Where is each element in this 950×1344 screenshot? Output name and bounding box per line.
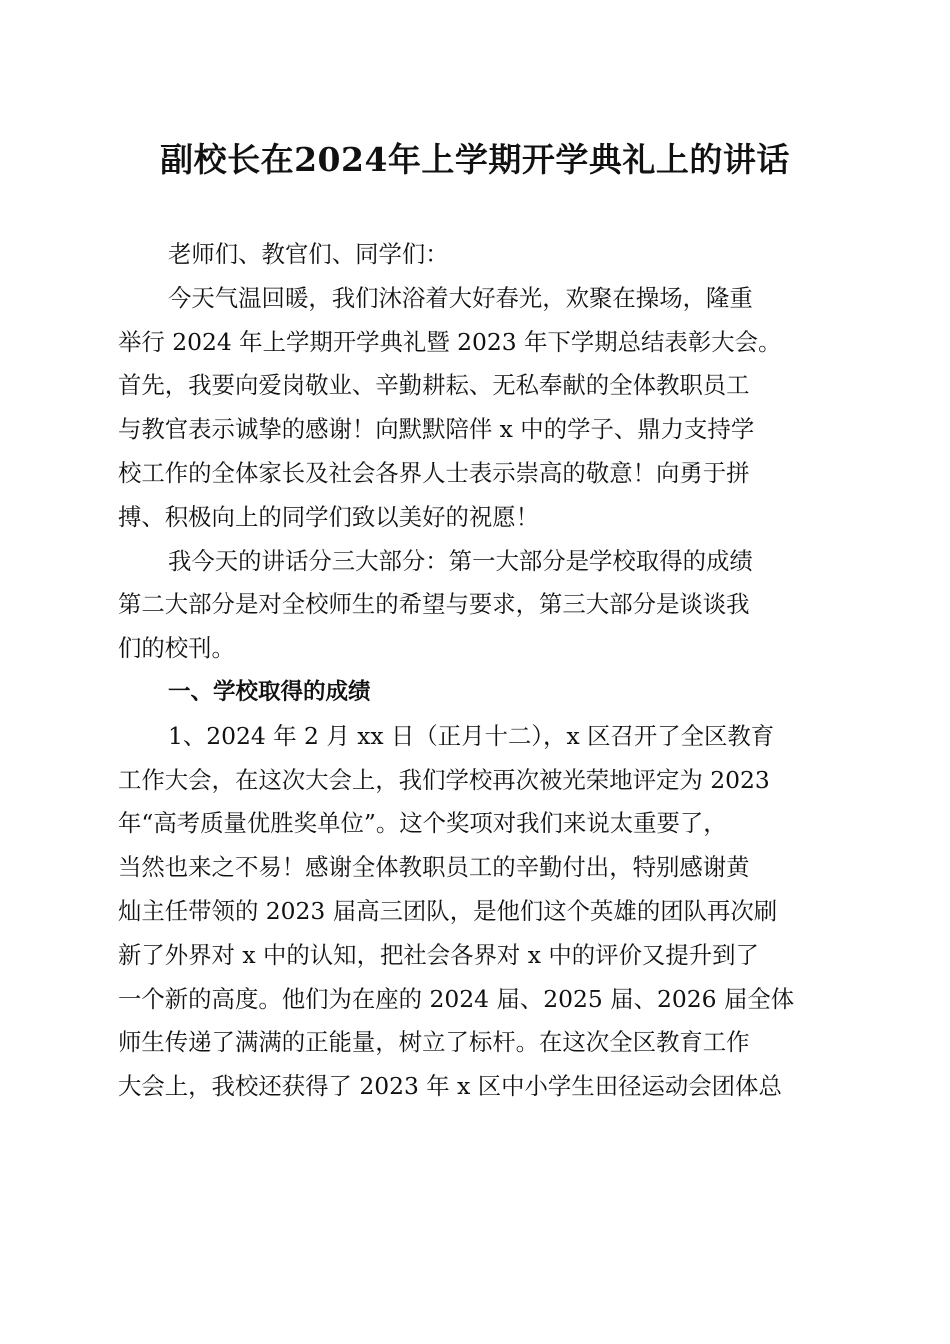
paragraph-line: 一个新的高度。他们为在座的 2024 届、2025 届、2026 届全体 <box>118 984 795 1013</box>
paragraph-line: 1、2024 年 2 月 xx 日（正月十二），x 区召开了全区教育 <box>168 721 775 750</box>
section-heading: 一、学校取得的成绩 <box>168 678 371 705</box>
paragraph-line: 搏、积极向上的同学们致以美好的祝愿！ <box>118 502 540 531</box>
paragraph-line: 第二大部分是对全校师生的希望与要求，第三大部分是谈谈我 <box>118 590 750 619</box>
paragraph-line: 举行 2024 年上学期开学典礼暨 2023 年下学期总结表彰大会。 <box>118 327 782 356</box>
paragraph-line: 年“高考质量优胜奖单位”。这个奖项对我们来说太重要了， <box>118 809 727 838</box>
paragraph-line: 今天气温回暖，我们沐浴着大好春光，欢聚在操场，隆重 <box>168 283 753 312</box>
paragraph-line: 大会上，我校还获得了 2023 年 x 区中小学生田径运动会团体总 <box>118 1072 782 1101</box>
paragraph-line: 首先，我要向爱岗敬业、辛勤耕耘、无私奉献的全体教职员工 <box>118 371 750 400</box>
paragraph-line: 工作大会，在这次大会上，我们学校再次被光荣地评定为 2023 <box>118 765 770 794</box>
paragraph-line: 们的校刊。 <box>118 634 235 663</box>
paragraph-line: 我今天的讲话分三大部分：第一大部分是学校取得的成绩 <box>168 546 753 575</box>
paragraph-line: 与教官表示诚挚的感谢！向默默陪伴 x 中的学子、鼎力支持学 <box>118 415 755 444</box>
document-body <box>118 233 824 1109</box>
document-title: 副校长在2024年上学期开学典礼上的讲话 <box>160 140 790 179</box>
paragraph-line: 师生传递了满满的正能量，树立了标杆。在这次全区教育工作 <box>118 1028 750 1057</box>
salutation-line: 老师们、教官们、同学们： <box>168 240 449 268</box>
paragraph-line: 新了外界对 x 中的认知，把社会各界对 x 中的评价又提升到了 <box>118 940 759 969</box>
paragraph-line: 当然也来之不易！感谢全体教职员工的辛勤付出，特别感谢黄 <box>118 853 750 882</box>
paragraph-line: 校工作的全体家长及社会各界人士表示崇高的敬意！向勇于拼 <box>118 458 750 487</box>
paragraph-line: 灿主任带领的 2023 届高三团队，是他们这个英雄的团队再次刷 <box>118 896 778 925</box>
